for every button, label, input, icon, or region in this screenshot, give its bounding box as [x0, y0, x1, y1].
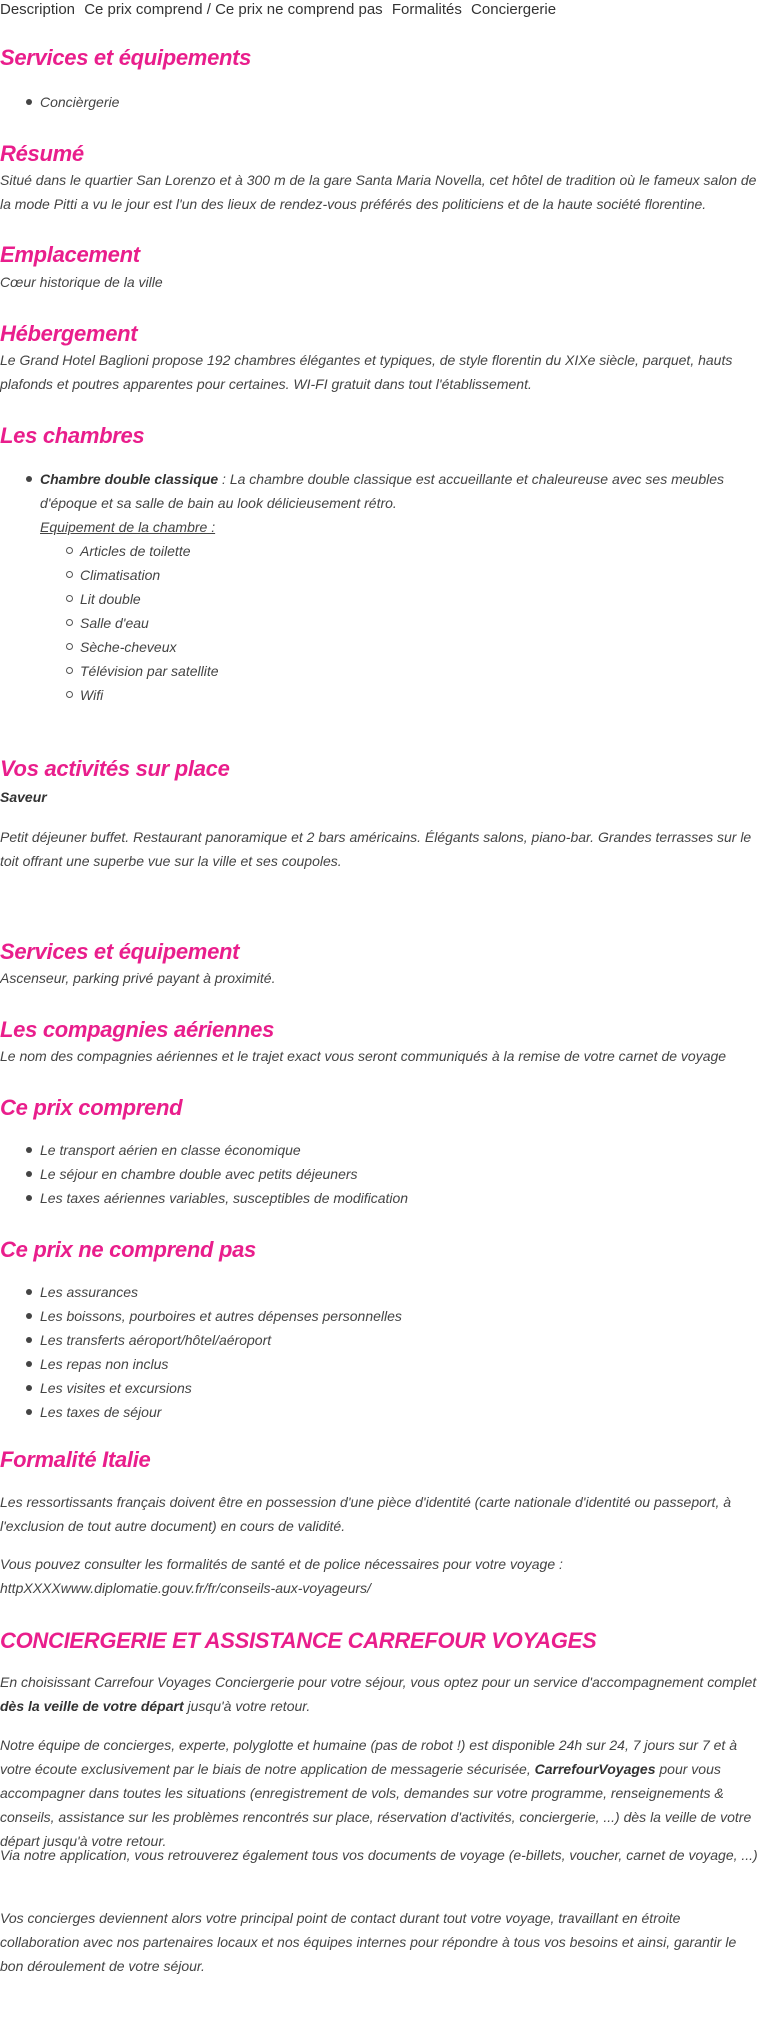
text-run: En choisissant Carrefour Voyages Conciergerie pour votre séjour, vous optez pour un service d'accompagnement complet: [0, 1674, 757, 1690]
emplacement-text: Cœur historique de la ville: [0, 274, 163, 290]
prix-comprend-heading: Ce prix comprend: [0, 1095, 183, 1120]
hebergement-heading: Hébergement: [0, 321, 138, 346]
prix-comprend-list: [0, 1138, 758, 1210]
equipment-item: Wifi: [80, 683, 758, 707]
compagnies-heading: Les compagnies aériennes: [0, 1017, 275, 1042]
conciergerie-p2: [0, 1733, 758, 1853]
compagnies-text: Le nom des compagnies aériennes et le trajet exact vous seront communiqués à la remise de votre carnet de voyage: [0, 1048, 727, 1064]
conciergerie-p1: [0, 1670, 758, 1718]
services-equipements-list: [0, 90, 758, 114]
tab-conciergerie[interactable]: Conciergerie: [471, 1, 557, 18]
tab-formalites[interactable]: Formalités: [391, 1, 462, 18]
services-equipements-heading: Services et équipements: [0, 45, 252, 70]
list-item: Le transport aérien en classe économique: [40, 1138, 758, 1162]
list-item: Les taxes de séjour: [40, 1400, 758, 1424]
activites-heading: Vos activités sur place: [0, 756, 230, 781]
prix-ne-comprend-heading: Ce prix ne comprend pas: [0, 1237, 256, 1262]
conciergerie-p3: Via notre application, vous retrouverez également tous vos documents de voyage (e-billets, voucher, carnet de voyage, ...): [0, 1847, 758, 1863]
list-item: Les boissons, pourboires et autres dépenses personnelles: [40, 1304, 758, 1328]
activites-subtitle: Saveur: [0, 789, 47, 805]
equipment-item: Lit double: [80, 587, 758, 611]
activites-text: Petit déjeuner buffet. Restaurant panoramique et 2 bars américains. Élégants salons, piano-bar. Grandes terrasses sur le toit offrant une superbe vue sur la ville et ses coupoles.: [0, 829, 752, 869]
list-item: Les assurances: [40, 1280, 758, 1304]
equipment-item: Sèche-cheveux: [80, 635, 758, 659]
list-item: Les repas non inclus: [40, 1352, 758, 1376]
equipment-item: Télévision par satellite: [80, 659, 758, 683]
emplacement-heading: Emplacement: [0, 242, 140, 267]
equipment-label: Equipement de la chambre :: [40, 519, 216, 535]
conciergerie-heading: CONCIERGERIE ET ASSISTANCE CARREFOUR VOYAGES: [0, 1628, 597, 1653]
list-item: Le séjour en chambre double avec petits déjeuners: [40, 1162, 758, 1186]
resume-heading: Résumé: [0, 141, 84, 166]
conciergerie-p4: Vos concierges deviennent alors votre principal point de contact durant tout votre voyage, travaillant en étroite collaboration avec nos partenaires locaux et nos équipes internes pour répondre à tous vos besoins et ainsi, garantir le bon déroulement de votre séjour.: [0, 1910, 737, 1974]
text-run: jusqu'à votre retour.: [183, 1698, 311, 1714]
list-item: Concièrgerie: [40, 90, 758, 114]
chambres-list: [0, 467, 758, 707]
equipment-item: Salle d'eau: [80, 611, 758, 635]
list-item: Les visites et excursions: [40, 1376, 758, 1400]
bold-text: dès la veille de votre départ: [0, 1698, 184, 1714]
tab-prix[interactable]: Ce prix comprend / Ce prix ne comprend pas: [84, 1, 383, 18]
tab-description[interactable]: Description: [0, 1, 76, 18]
equipment-item: Climatisation: [80, 563, 758, 587]
hebergement-text: Le Grand Hotel Baglioni propose 192 chambres élégantes et typiques, de style florentin du XIXe siècle, parquet, hauts plafonds et poutres apparentes pour certaines. WI-FI gratuit dans tout l'établissement.: [0, 352, 733, 392]
room-item: [40, 467, 758, 707]
app-name: CarrefourVoyages: [534, 1761, 656, 1777]
text-run: Notre équipe de concierges, experte, polyglotte et humaine (pas de robot !) est disponible 24h sur 24, 7 jours sur 7 et à votre écoute exclusivement par le biais de notre application de messagerie sécurisée,: [0, 1737, 737, 1777]
list-item: Les taxes aériennes variables, susceptibles de modification: [40, 1186, 758, 1210]
resume-text: Situé dans le quartier San Lorenzo et à 300 m de la gare Santa Maria Novella, cet hôtel de tradition où le fameux salon de la mode Pitti a vu le jour est l'un des lieux de rendez-vous préférés des politiciens et de la haute société florentine.: [0, 172, 757, 212]
formalite-text-1: Les ressortissants français doivent être en possession d'une pièce d'identité (carte nationale d'identité ou passeport, à l'exclusion de tout autre document) en cours de validité.: [0, 1494, 732, 1534]
tab-bar: [0, 0, 561, 20]
prix-ne-comprend-list: [0, 1280, 758, 1424]
services-equipement-text: Ascenseur, parking privé payant à proximité.: [0, 970, 276, 986]
chambres-heading: Les chambres: [0, 423, 145, 448]
room-name: Chambre double classique: [40, 471, 219, 487]
room-description: : La chambre double classique est accueillante et chaleureuse avec ses meubles d'époque et sa salle de bain au look délicieusement rétro.: [40, 471, 725, 511]
text-run: pour vous accompagner dans toutes les situations (enregistrement de vols, demandes sur votre programme, renseignements & conseils, assistance sur les problèmes rencontrés sur place, réservation d'activités, conciergerie, ...) dès la veille de votre départ jusqu'à votre retour.: [0, 1761, 752, 1849]
formalite-text-2: Vous pouvez consulter les formalités de santé et de police nécessaires pour votre voyage : httpXXXXwww.diplomatie.gouv.fr/fr/conseils-aux-voyageurs/: [0, 1556, 563, 1596]
formalite-heading: Formalité Italie: [0, 1447, 151, 1472]
equipment-list: [40, 539, 758, 707]
services-equipement-heading: Services et équipement: [0, 939, 240, 964]
list-item: Les transferts aéroport/hôtel/aéroport: [40, 1328, 758, 1352]
equipment-item: Articles de toilette: [80, 539, 758, 563]
